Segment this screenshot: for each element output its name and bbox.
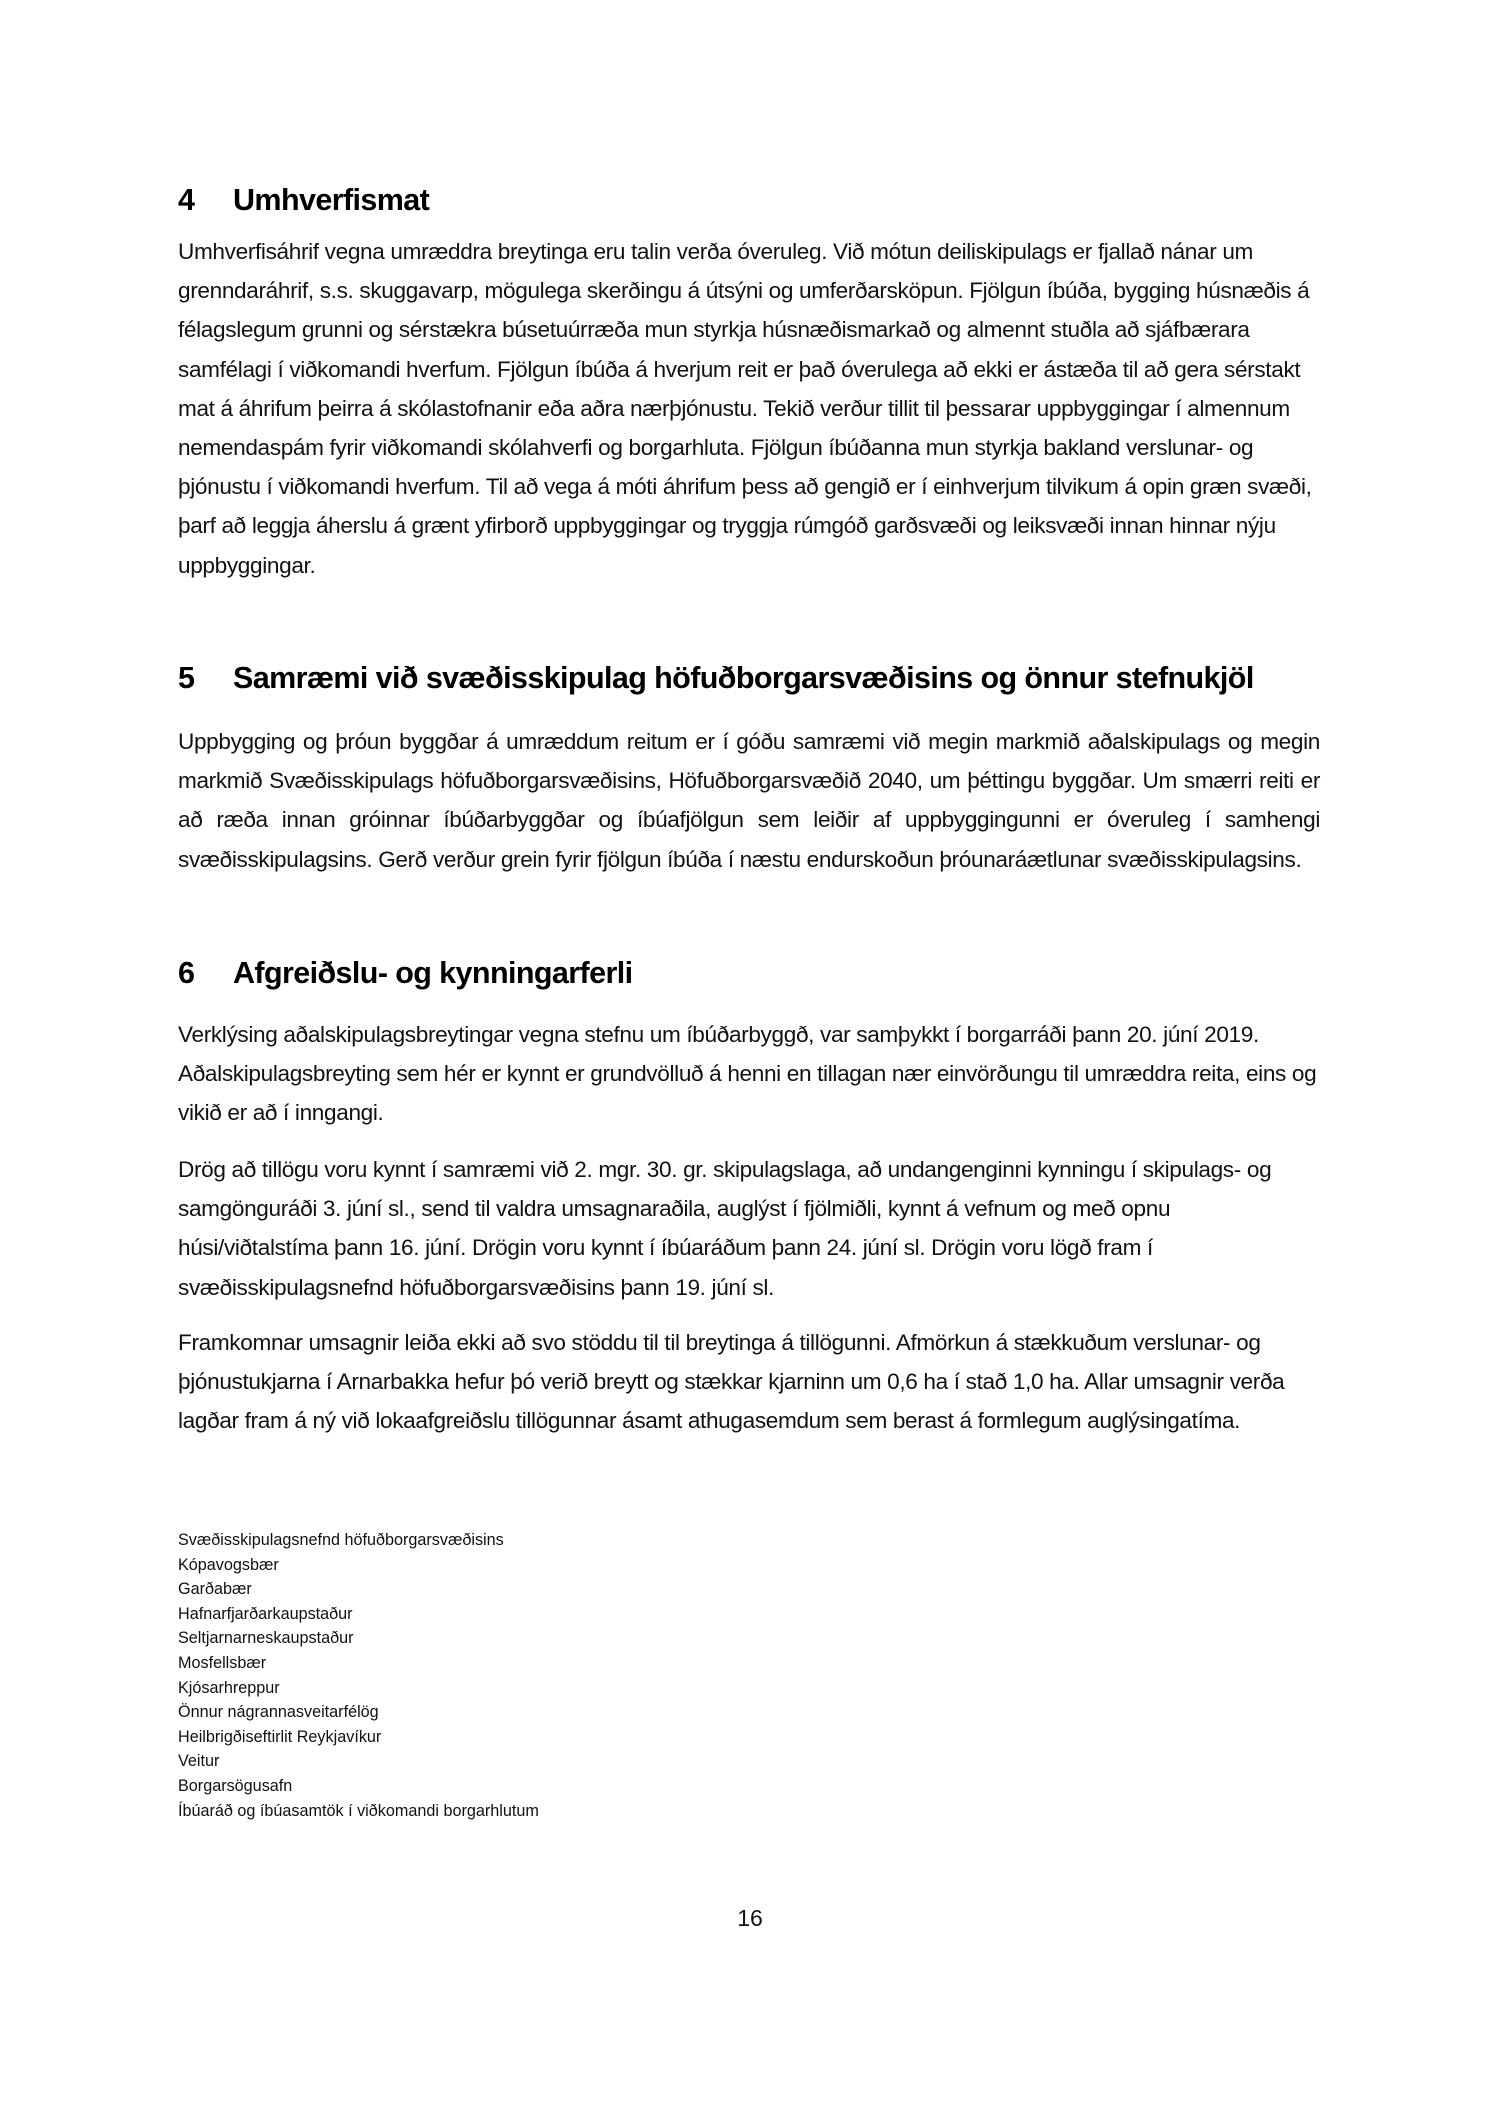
recipient-item: Svæðisskipulagsnefnd höfuðborgarsvæðisins	[178, 1531, 504, 1549]
recipient-item: Kjósarhreppur	[178, 1678, 280, 1697]
section-6-paragraph-2: Drög að tillögu voru kynnt í samræmi við 2. mgr. 30. gr. skipulagslaga, að undangenginni kynningu í skipulags- og samgönguráði 3. júní sl., send til valdra umsagnaraðila, auglýst í fjölmiðli, kynnt á vefnum og með opnu húsi/viðtalstíma þann 16. júní. Drögin voru kynnt í íbúaráðum þann 24. júní sl. Drögin voru lögð fram í svæðisskipulagsnefnd höfuðborgarsvæðisins þann 19. júní sl.	[178, 1157, 1272, 1300]
recipient-item: Seltjarnarneskaupstaður	[178, 1629, 354, 1648]
recipient-item: Garðabær	[178, 1580, 252, 1599]
section-6-paragraph-3: Framkomnar umsagnir leiða ekki að svo stöddu til til breytinga á tillögunni. Afmörkun á stækkuðum verslunar- og þjónustukjarna í Arnarbakka hefur þó verið breytt og stækkar kjarninn um 0,6 ha í stað 1,0 ha. Allar umsagnir verða lagðar fram á ný við lokaafgreiðslu tillögunnar ásamt athugasemdum sem berast á formlegum auglýsingatíma.	[178, 1330, 1285, 1434]
recipient-list	[178, 1528, 539, 1823]
recipient-item: Heilbrigðiseftirlit Reykjavíkur	[178, 1727, 382, 1746]
recipient-item: Veitur	[178, 1752, 220, 1771]
recipient-item: Kópavogsbær	[178, 1555, 279, 1574]
section-title: Umhverfismat	[233, 183, 430, 217]
section-heading-6	[178, 953, 632, 993]
section-title: Afgreiðslu- og kynningarferli	[233, 956, 633, 990]
section-heading-5	[178, 658, 1254, 698]
page-number: 16	[737, 1905, 763, 1931]
section-5-paragraph: Uppbygging og þróun byggðar á umræddum reitum er í góðu samræmi við megin markmið aðalskipulags og megin markmið Svæðisskipulags höfuðborgarsvæðisins, Höfuðborgarsvæðið 2040, um þéttingu byggðar. Um smærri reiti er að ræða innan gróinnar íbúðarbyggðar og íbúafjölgun sem leiðir af uppbyggingunni er óveruleg í samhengi svæðisskipulagsins. Gerð verður grein fyrir fjölgun íbúða í næstu endurskoðun þróunaráætlunar svæðisskipulagsins.	[178, 729, 1320, 872]
recipient-item: Hafnarfjarðarkaupstaður	[178, 1604, 353, 1623]
section-4-paragraph: Umhverfisáhrif vegna umræddra breytinga eru talin verða óveruleg. Við mótun deiliskipulags er fjallað nánar um grenndaráhrif, s.s. skuggavarp, mögulega skerðingu á útsýni og umferðarsköpun. Fjölgun íbúða, bygging húsnæðis á félagslegum grunni og sérstækra búsetuúrræða mun styrkja húsnæðismarkað og almennt stuðla að sjáfbærara samfélagi í viðkomandi hverfum. Fjölgun íbúða á hverjum reit er það óverulega að ekki er ástæða til að gera sérstakt mat á áhrifum þeirra á skólastofnanir eða aðra nærþjónustu. Tekið verður tillit til þessarar uppbyggingar í almennum nemendaspám fyrir viðkomandi skólahverfi og borgarhluta. Fjölgun íbúðanna mun styrkja bakland verslunar- og þjónustu í viðkomandi hverfum. Til að vega á móti áhrifum þess að gengið er í einhverjum tilvikum á opin græn svæði, þarf að leggja áherslu á grænt yfirborð uppbyggingar og tryggja rúmgóð garðsvæði og leiksvæði innan hinnar nýju uppbyggingar.	[178, 239, 1312, 578]
recipient-item: Íbúaráð og íbúasamtök í viðkomandi borgarhlutum	[178, 1801, 539, 1820]
recipient-item: Önnur nágrannasveitarfélög	[178, 1703, 379, 1722]
section-number: 4	[178, 183, 195, 217]
recipient-item: Mosfellsbær	[178, 1653, 267, 1672]
page-content	[178, 180, 1320, 1434]
section-6-paragraph-1: Verklýsing aðalskipulagsbreytingar vegna stefnu um íbúðarbyggð, var samþykkt í borgarráði þann 20. júní 2019. Aðalskipulagsbreyting sem hér er kynnt er grundvölluð á henni en tillagan nær einvörðungu til umræddra reita, eins og vikið er að í inngangi.	[178, 1022, 1317, 1126]
section-number: 6	[178, 956, 195, 990]
section-title: Samræmi við svæðisskipulag höfuðborgarsvæðisins og önnur stefnukjöl	[233, 661, 1254, 695]
recipient-item: Borgarsögusafn	[178, 1776, 293, 1795]
section-number: 5	[178, 661, 195, 695]
section-heading-4	[178, 180, 1320, 220]
